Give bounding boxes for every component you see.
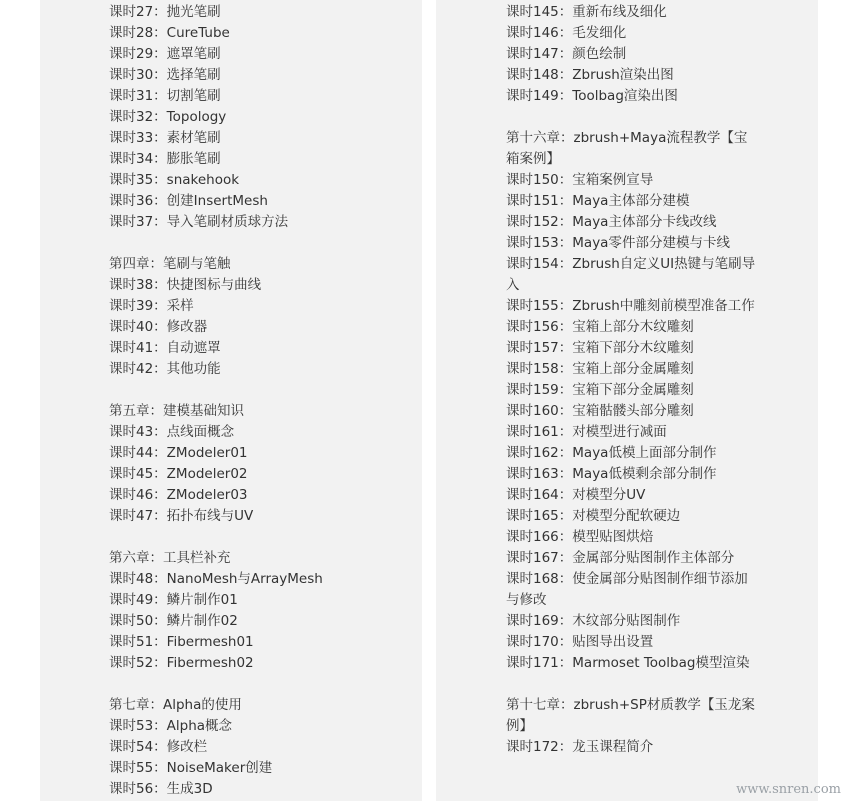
lesson-item: 课时27：抛光笔刷 bbox=[109, 4, 221, 20]
lesson-item: 课时50：鳞片制作02 bbox=[109, 613, 238, 629]
lesson-item: 课时162：Maya低模上面部分制作 bbox=[506, 445, 717, 461]
chapter-heading: 第四章：笔刷与笔触 bbox=[109, 256, 231, 272]
lesson-item: 课时40：修改器 bbox=[109, 319, 208, 335]
spacer bbox=[109, 380, 422, 401]
lesson-item: 课时145：重新布线及细化 bbox=[506, 4, 667, 20]
lesson-item: 课时165：对模型分配软硬边 bbox=[506, 508, 681, 524]
lesson-item: 课时154：Zbrush自定义UI热键与笔刷导入 bbox=[506, 256, 756, 293]
lesson-item: 课时35：snakehook bbox=[109, 172, 240, 188]
lesson-item: 课时166：模型贴图烘焙 bbox=[506, 529, 654, 545]
chapter-heading: 第十七章：zbrush+SP材质教学【玉龙案例】 bbox=[506, 697, 755, 734]
lesson-item: 课时49：鳞片制作01 bbox=[109, 592, 238, 608]
chapter-heading: 第六章：工具栏补充 bbox=[109, 550, 231, 566]
lesson-item: 课时153：Maya零件部分建模与卡线 bbox=[506, 235, 730, 251]
chapter-heading: 第五章：建模基础知识 bbox=[109, 403, 244, 419]
lesson-item: 课时37：导入笔刷材质球方法 bbox=[109, 214, 289, 230]
lesson-item: 课时160：宝箱骷髅头部分雕刻 bbox=[506, 403, 694, 419]
lesson-item: 课时167：金属部分贴图制作主体部分 bbox=[506, 550, 735, 566]
lesson-item: 课时155：Zbrush中雕刻前模型准备工作 bbox=[506, 298, 755, 314]
lesson-item: 课时158：宝箱上部分金属雕刻 bbox=[506, 361, 694, 377]
lesson-item: 课时33：素材笔刷 bbox=[109, 130, 221, 146]
lesson-item: 课时31：切割笔刷 bbox=[109, 88, 221, 104]
lesson-item: 课时54：修改栏 bbox=[109, 739, 208, 755]
lesson-item: 课时172：龙玉课程简介 bbox=[506, 739, 654, 755]
lesson-item: 课时43：点线面概念 bbox=[109, 424, 235, 440]
lesson-item: 课时163：Maya低模剩余部分制作 bbox=[506, 466, 717, 482]
lesson-item: 课时169：木纹部分贴图制作 bbox=[506, 613, 681, 629]
lesson-item: 课时164：对模型分UV bbox=[506, 487, 646, 503]
lesson-item: 课时159：宝箱下部分金属雕刻 bbox=[506, 382, 694, 398]
lesson-item: 课时146：毛发细化 bbox=[506, 25, 627, 41]
lesson-item: 课时41：自动遮罩 bbox=[109, 340, 221, 356]
lesson-item: 课时45：ZModeler02 bbox=[109, 466, 248, 482]
spacer bbox=[109, 233, 422, 254]
lesson-item: 课时170：贴图导出设置 bbox=[506, 634, 654, 650]
lesson-item: 课时34：膨胀笔刷 bbox=[109, 151, 221, 167]
spacer bbox=[109, 674, 422, 695]
lesson-item: 课时39：采样 bbox=[109, 298, 194, 314]
lesson-item: 课时38：快捷图标与曲线 bbox=[109, 277, 262, 293]
lesson-item: 课时171：Marmoset Toolbag模型渲染 bbox=[506, 655, 750, 671]
left-column-panel bbox=[40, 0, 422, 801]
lesson-item: 课时150：宝箱案例宣导 bbox=[506, 172, 654, 188]
lesson-item: 课时156：宝箱上部分木纹雕刻 bbox=[506, 319, 694, 335]
lesson-item: 课时152：Maya主体部分卡线改线 bbox=[506, 214, 717, 230]
lesson-item: 课时42：其他功能 bbox=[109, 361, 221, 377]
lesson-item: 课时36：创建InsertMesh bbox=[109, 193, 268, 209]
spacer bbox=[506, 107, 758, 128]
lesson-item: 课时52：Fibermesh02 bbox=[109, 655, 254, 671]
left-lesson-list bbox=[109, 2, 422, 800]
lesson-item: 课时149：Toolbag渲染出图 bbox=[506, 88, 678, 104]
lesson-item: 课时32：Topology bbox=[109, 109, 227, 125]
chapter-heading: 第十六章：zbrush+Maya流程教学【宝箱案例】 bbox=[506, 130, 748, 167]
chapter-heading: 第七章：Alpha的使用 bbox=[109, 697, 242, 713]
lesson-item: 课时161：对模型进行减面 bbox=[506, 424, 667, 440]
spacer bbox=[109, 527, 422, 548]
lesson-item: 课时147：颜色绘制 bbox=[506, 46, 627, 62]
lesson-item: 课时51：Fibermesh01 bbox=[109, 634, 254, 650]
lesson-item: 课时157：宝箱下部分木纹雕刻 bbox=[506, 340, 694, 356]
lesson-item: 课时53：Alpha概念 bbox=[109, 718, 233, 734]
site-watermark: www.snren.com bbox=[736, 782, 841, 797]
right-lesson-list bbox=[506, 2, 758, 758]
lesson-item: 课时47：拓扑布线与UV bbox=[109, 508, 254, 524]
spacer bbox=[506, 674, 758, 695]
lesson-item: 课时55：NoiseMaker创建 bbox=[109, 760, 273, 776]
lesson-item: 课时56：生成3D bbox=[109, 781, 213, 797]
lesson-item: 课时44：ZModeler01 bbox=[109, 445, 248, 461]
lesson-item: 课时151：Maya主体部分建模 bbox=[506, 193, 690, 209]
lesson-item: 课时48：NanoMesh与ArrayMesh bbox=[109, 571, 323, 587]
lesson-item: 课时30：选择笔刷 bbox=[109, 67, 221, 83]
lesson-item: 课时29：遮罩笔刷 bbox=[109, 46, 221, 62]
lesson-item: 课时168：使金属部分贴图制作细节添加与修改 bbox=[506, 571, 748, 608]
right-column-panel bbox=[436, 0, 818, 801]
lesson-item: 课时46：ZModeler03 bbox=[109, 487, 248, 503]
lesson-item: 课时28：CureTube bbox=[109, 25, 230, 41]
lesson-item: 课时148：Zbrush渲染出图 bbox=[506, 67, 674, 83]
